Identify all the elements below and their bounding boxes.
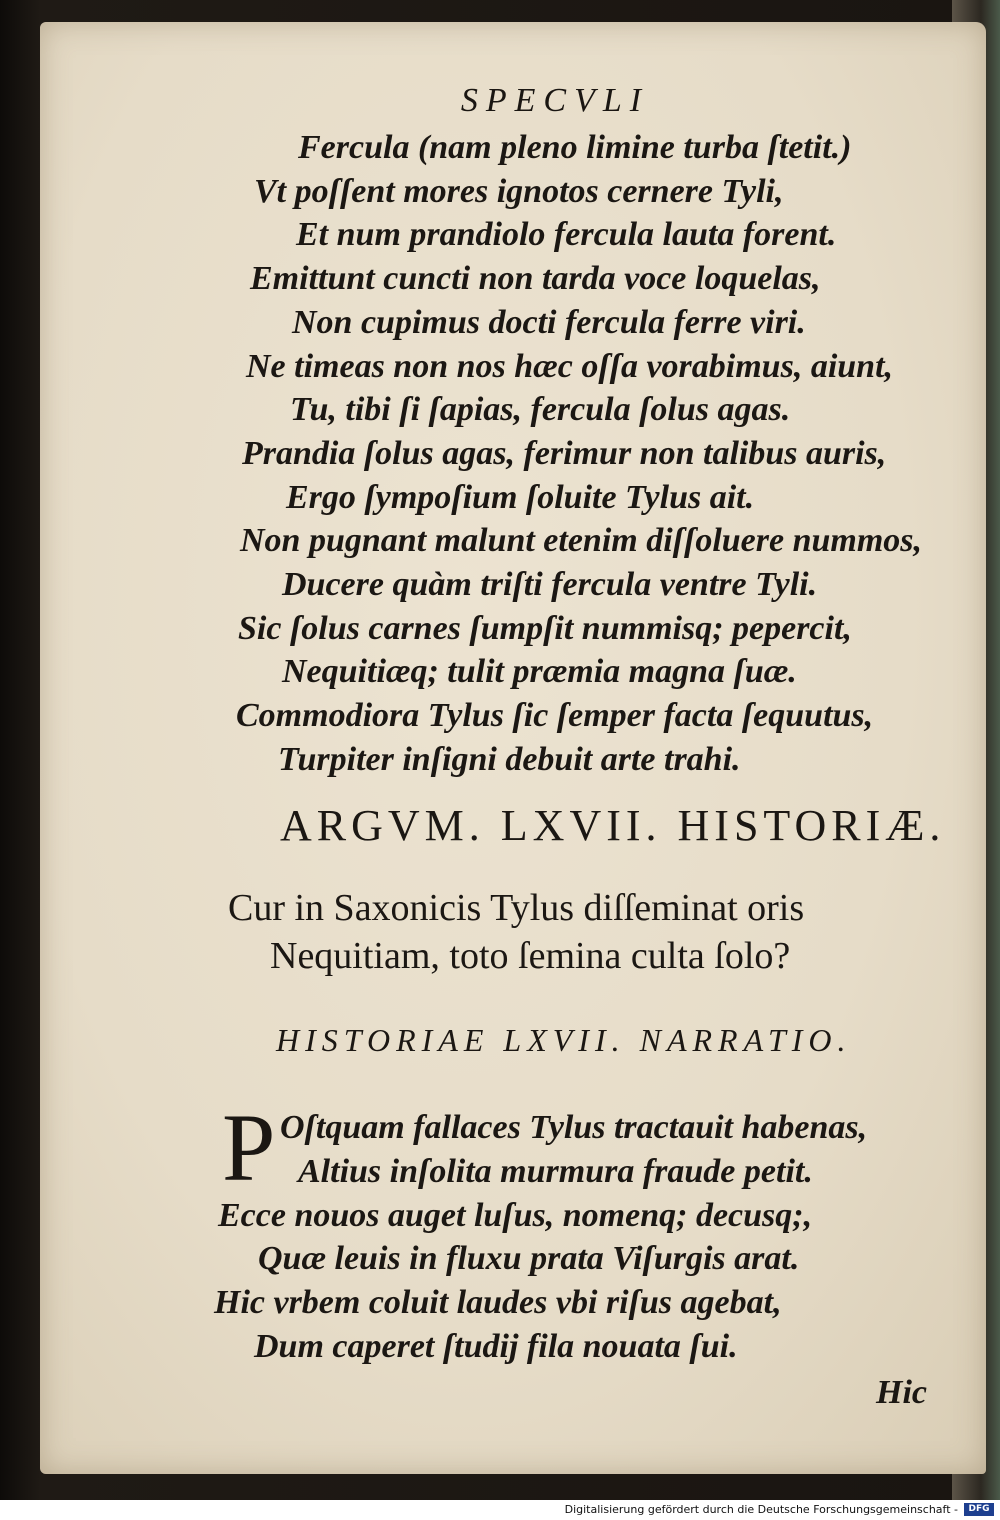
funding-credit: Digitalisierung gefördert durch die Deutsche Forschungsgemeinschaft - [564, 1503, 958, 1516]
verse-line: Ergo ſympoſium ſoluite Tylus ait. [286, 478, 755, 516]
running-head: SPECVLI [460, 82, 650, 119]
dfg-logo-icon: DFG [964, 1503, 994, 1516]
verse-line: Non cupimus docti fercula ferre viri. [292, 303, 806, 341]
footer-bar [0, 1500, 1000, 1520]
verse-line: Commodiora Tylus ſic ſemper facta ſequutus, [236, 697, 874, 735]
verse-line: Nequitiæq; tulit præmia magna ſuæ. [282, 653, 797, 691]
verse-line: Ducere quàm triſti fercula ventre Tyli. [282, 566, 818, 604]
catchword: Hic [876, 1374, 927, 1411]
narratio-line: Oſtquam fallaces Tylus tractauit habenas, [280, 1109, 868, 1146]
narratio-line: Hic vrbem coluit laudes vbi riſus agebat, [214, 1284, 782, 1322]
drop-cap: P [222, 1094, 276, 1201]
verse-line: Sic ſolus carnes ſumpſit nummisq; pepercit, [238, 609, 852, 647]
verse-line: Ne timeas non nos hæc oſſa vorabimus, aiunt, [246, 347, 894, 385]
argument-line: Cur in Saxonicis Tylus diſſeminat oris [228, 887, 805, 929]
verse-block [0, 126, 1000, 782]
verse-line: Turpiter inſigni debuit arte trahi. [278, 740, 741, 778]
verse-line: Fercula (nam pleno limine turba ſtetit.) [298, 129, 852, 166]
narratio-heading: HISTORIAE LXVII. NARRATIO. [276, 1022, 852, 1058]
argument-line: Nequitiam, toto ſemina culta ſolo? [270, 935, 791, 977]
verse-line: Emittunt cuncti non tarda voce loquelas, [250, 260, 821, 298]
argument-heading: ARGVM. LXVII. HISTORIÆ. [280, 801, 946, 850]
verse-line: Vt poſſent mores ignotos cernere Tyli, [254, 172, 784, 210]
narratio-line: Quæ leuis in fluxu prata Viſurgis arat. [258, 1240, 800, 1278]
narratio-block [0, 1106, 1000, 1369]
narratio-line: Dum caperet ſtudij fila nouata ſui. [254, 1327, 738, 1365]
verse-line: Tu, tibi ſi ſapias, fercula ſolus agas. [290, 391, 791, 429]
narratio-line: Altius inſolita murmura fraude petit. [298, 1152, 813, 1190]
narratio-line: Ecce nouos auget luſus, nomenq; decusq;, [218, 1196, 813, 1234]
verse-line: Non pugnant malunt etenim diſſoluere nummos, [240, 522, 923, 560]
verse-line: Et num prandiolo fercula lauta forent. [296, 216, 837, 254]
argument-block [0, 884, 1000, 980]
verse-line: Prandia ſolus agas, ferimur non talibus auris, [242, 434, 887, 472]
